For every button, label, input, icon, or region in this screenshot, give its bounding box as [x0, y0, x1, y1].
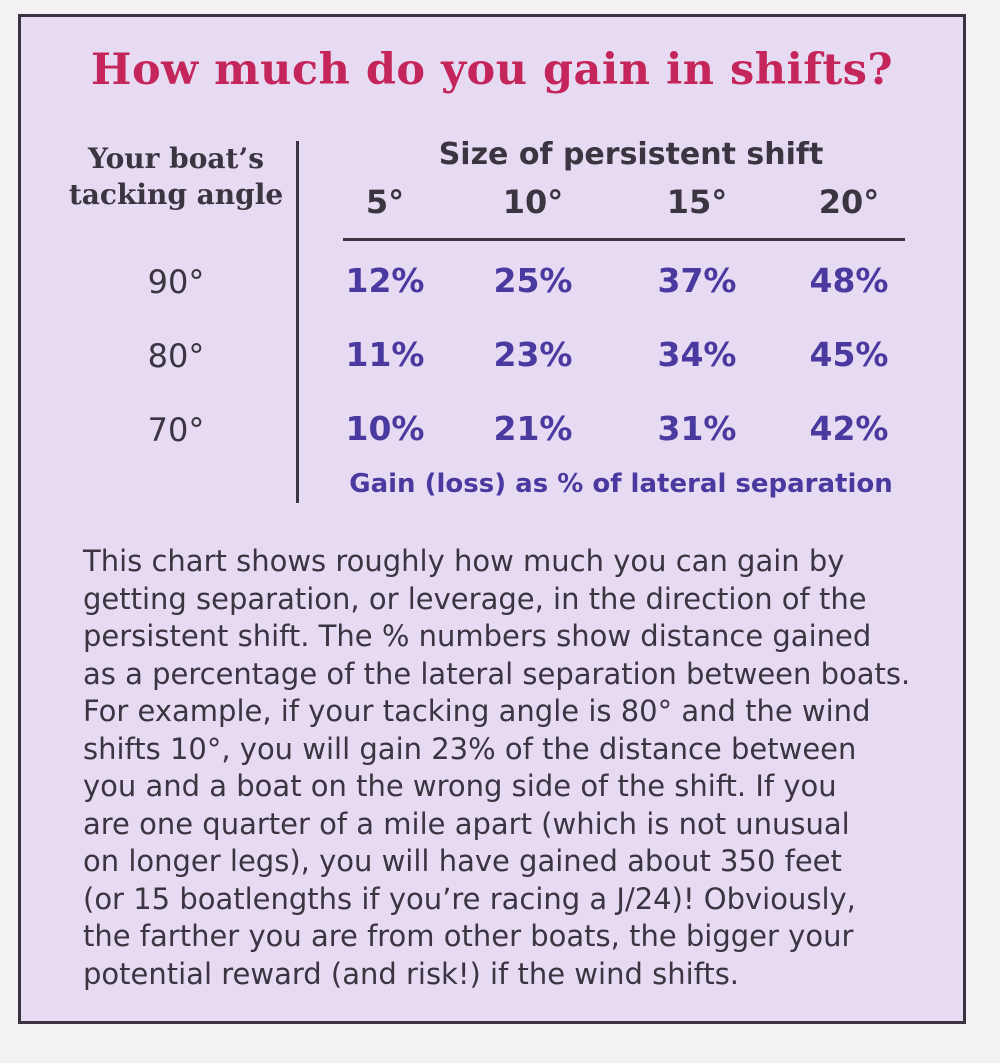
table-cell: 37%: [657, 261, 737, 300]
table-cell: 45%: [809, 335, 889, 374]
table-cell: 11%: [345, 335, 425, 374]
table-cell: 31%: [657, 409, 737, 448]
page-title: How much do you gain in shifts?: [90, 45, 894, 95]
table-caption: Gain (loss) as % of lateral separation: [349, 469, 893, 499]
row-header: [61, 141, 291, 213]
body-line: on longer legs), you will have gained about 350 feet: [83, 844, 842, 878]
body-line: the farther you are from other boats, the bigger your: [83, 919, 854, 953]
body-line: (or 15 boatlengths if you’re racing a J/24)! Obviously,: [83, 881, 856, 916]
body-line: persistent shift. The % numbers show distance gained: [83, 619, 872, 653]
body-line: getting separation, or leverage, in the direction of the: [83, 581, 867, 616]
body-line: are one quarter of a mile apart (which is not unusual: [83, 806, 850, 841]
row-label: 70°: [147, 411, 205, 449]
header-rule: [343, 238, 905, 241]
body-line: as a percentage of the lateral separation between boats.: [83, 656, 911, 691]
table-cell: 48%: [809, 261, 889, 300]
table-cell: 10%: [345, 409, 425, 448]
table-cell: 12%: [345, 261, 425, 300]
table-cell: 23%: [493, 335, 573, 374]
column-label: 5°: [365, 183, 405, 221]
row-label: 90°: [147, 263, 205, 301]
column-header: Size of persistent shift: [438, 137, 824, 172]
row-label: 80°: [147, 337, 205, 375]
column-label: 10°: [502, 183, 564, 221]
table-cell: 42%: [809, 409, 889, 448]
body-line: shifts 10°, you will gain 23% of the distance between: [83, 731, 857, 766]
column-label: 20°: [818, 183, 880, 221]
body-line: This chart shows roughly how much you can gain by: [83, 544, 845, 578]
vertical-divider: [296, 141, 299, 503]
body-line: For example, if your tacking angle is 80° and the wind: [83, 694, 871, 728]
table-cell: 25%: [493, 261, 573, 300]
table-cell: 21%: [493, 409, 573, 448]
row-header-line-1: Your boat’s: [88, 142, 264, 175]
body-line: potential reward (and risk!) if the wind shifts.: [83, 956, 740, 991]
table-cell: 34%: [657, 335, 737, 374]
chart-panel: [18, 14, 966, 1024]
body-line: you and a boat on the wrong side of the shift. If you: [83, 769, 837, 803]
column-label: 15°: [666, 183, 728, 221]
body-paragraph: [83, 543, 953, 993]
row-header-line-2: tacking angle: [68, 178, 284, 211]
